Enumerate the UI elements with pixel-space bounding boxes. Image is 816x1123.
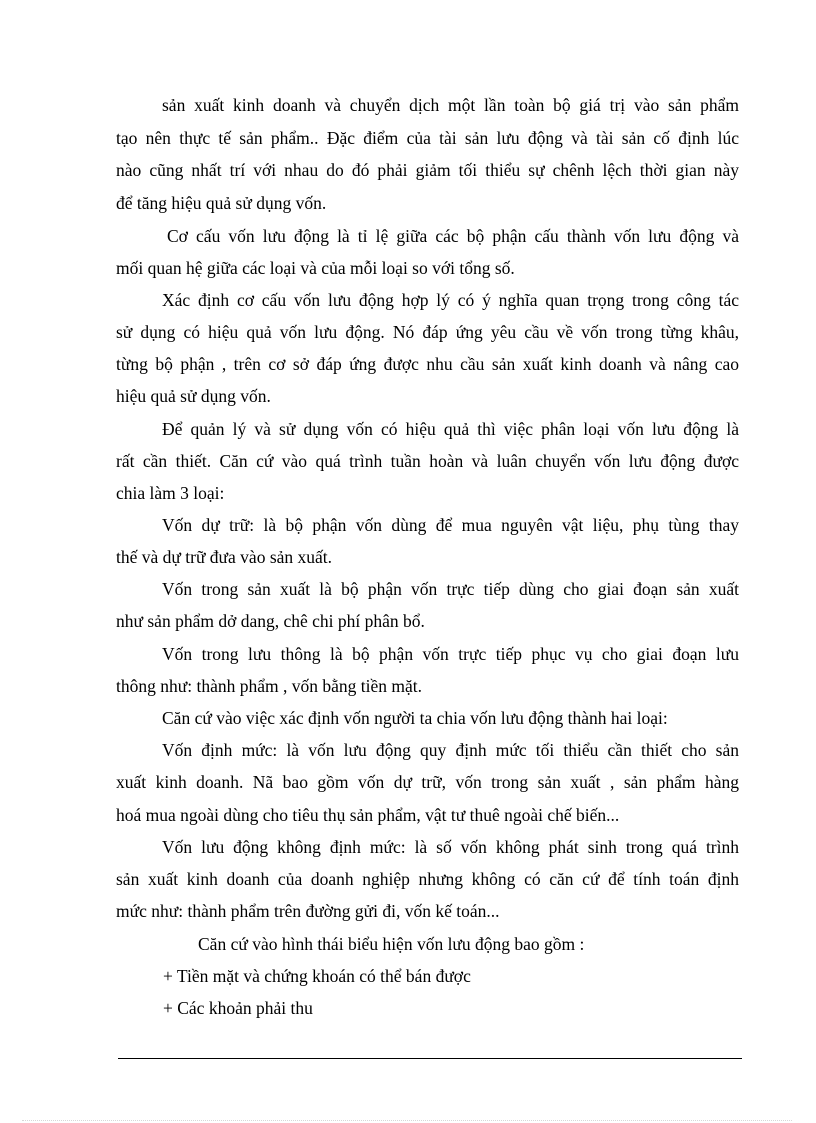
text-line: nào cũng nhất trí với nhau do đó phải giảm tối thiểu sự chênh lệch thời gian này	[116, 160, 739, 180]
text-line: để tăng hiệu quả sử dụng vốn.	[116, 193, 327, 213]
text-line: tạo nên thực tế sản phẩm.. Đặc điểm của tài sản lưu động và tài sản cố định lúc	[116, 128, 739, 148]
text-line: mức như: thành phẩm trên đường gửi đi, vốn kế toán...	[116, 901, 500, 921]
text-line: Vốn trong sản xuất là bộ phận vốn trực tiếp dùng cho giai đoạn sản xuất	[162, 579, 739, 599]
text-line: xuất kinh doanh. Nã bao gồm vốn dự trữ, vốn trong sản xuất , sản phẩm hàng	[116, 772, 739, 792]
text-line: hiệu quả sử dụng vốn.	[116, 386, 271, 406]
text-line: như sản phẩm dở dang, chê chi phí phân bổ.	[116, 611, 425, 631]
text-line: hoá mua ngoài dùng cho tiêu thụ sản phẩm, vật tư thuê ngoài chế biến...	[116, 805, 620, 825]
text-line: Căn cứ vào việc xác định vốn người ta chia vốn lưu động thành hai loại:	[162, 708, 668, 728]
text-line: Vốn trong lưu thông là bộ phận vốn trực tiếp phục vụ cho giai đoạn lưu	[162, 644, 739, 664]
text-line: Cơ cấu vốn lưu động là tỉ lệ giữa các bộ phận cấu thành vốn lưu động và	[167, 226, 739, 246]
list-item: + Tiền mặt và chứng khoán có thể bán được	[163, 966, 471, 986]
text-line: Xác định cơ cấu vốn lưu động hợp lý có ý nghĩa quan trọng trong công tác	[162, 290, 739, 310]
text-line: thông như: thành phẩm , vốn bằng tiền mặt.	[116, 676, 422, 696]
footer-divider	[118, 1058, 742, 1059]
text-line: sản xuất kinh doanh của doanh nghiệp nhưng không có căn cứ để tính toán định	[116, 869, 739, 889]
text-line: từng bộ phận , trên cơ sở đáp ứng được nhu cầu sản xuất kinh doanh và nâng cao	[116, 354, 739, 374]
text-line: sử dụng có hiệu quả vốn lưu động. Nó đáp ứng yêu cầu về vốn trong từng khâu,	[116, 322, 739, 342]
text-line: Vốn định mức: là vốn lưu động quy định mức tối thiểu cần thiết cho sản	[162, 740, 739, 760]
text-line: sản xuất kinh doanh và chuyển dịch một lần toàn bộ giá trị vào sản phẩm	[162, 95, 739, 115]
text-line: Căn cứ vào hình thái biểu hiện vốn lưu động bao gồm :	[198, 934, 585, 954]
text-line: chia làm 3 loại:	[116, 483, 225, 503]
text-line: Vốn dự trữ: là bộ phận vốn dùng để mua nguyên vật liệu, phụ tùng thay	[162, 515, 739, 535]
text-line: thế và dự trữ đưa vào sản xuất.	[116, 547, 333, 567]
page-edge-divider	[22, 1120, 792, 1121]
text-line: rất cần thiết. Căn cứ vào quá trình tuần hoàn và luân chuyển vốn lưu động được	[116, 451, 739, 471]
text-line: Để quản lý và sử dụng vốn có hiệu quả thì việc phân loại vốn lưu động là	[162, 419, 739, 439]
list-item: + Các khoản phải thu	[163, 998, 313, 1018]
text-line: mối quan hệ giữa các loại và của mỗi loại so với tổng số.	[116, 258, 515, 278]
text-line: Vốn lưu động không định mức: là số vốn không phát sinh trong quá trình	[162, 837, 739, 857]
